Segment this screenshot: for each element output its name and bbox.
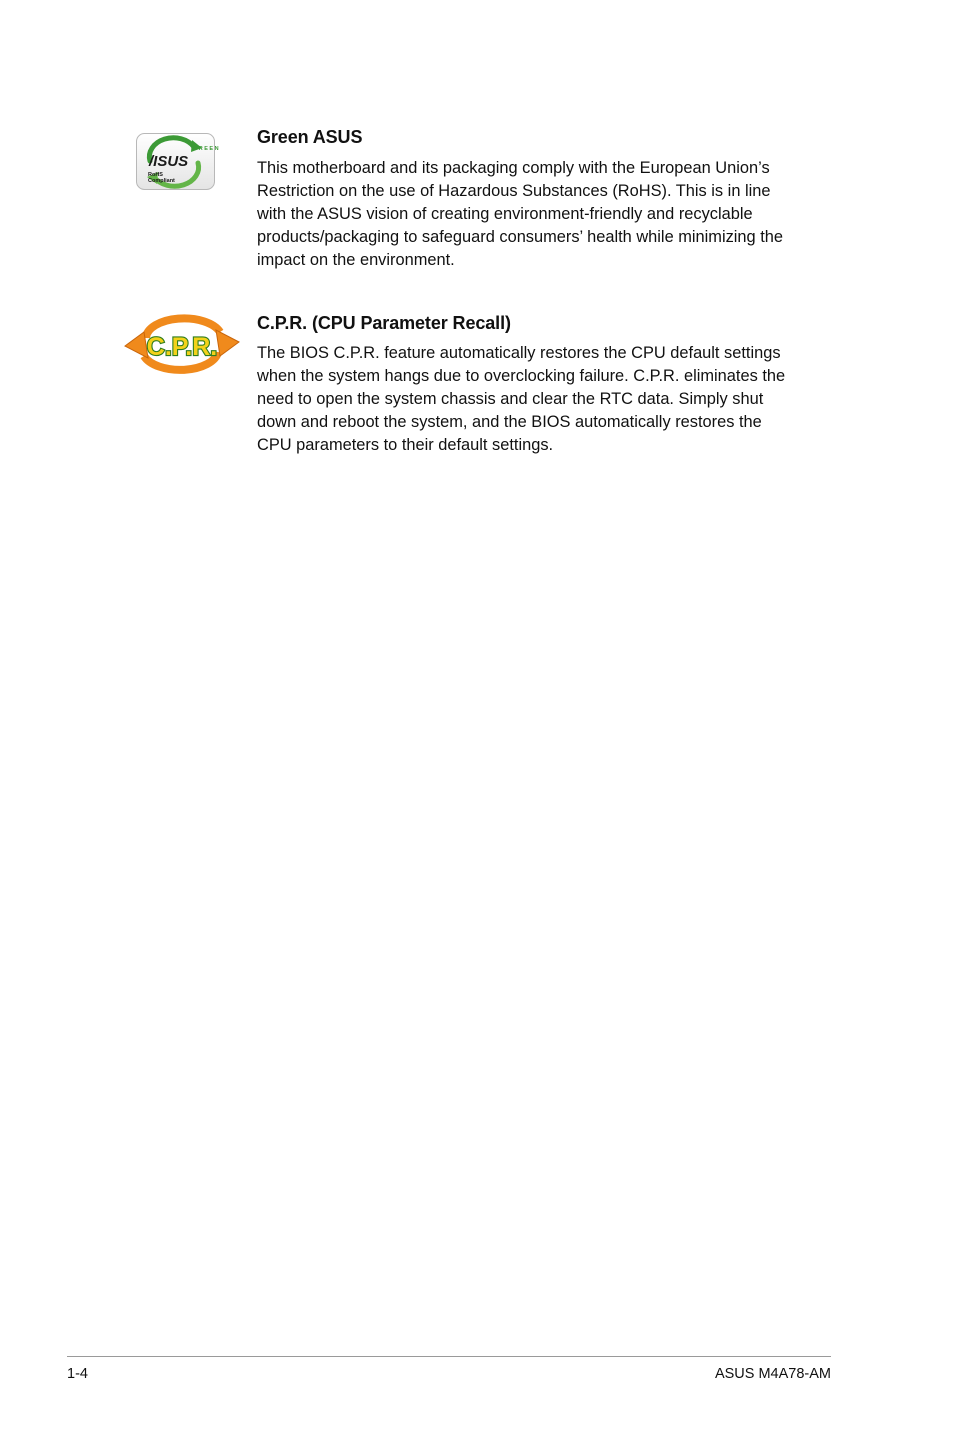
body-line: CPU parameters to their default settings. [257, 436, 554, 454]
green-asus-title: Green ASUS [257, 127, 363, 147]
body-line: impact on the environment. [257, 251, 455, 269]
cpr-logo-icon [124, 316, 240, 372]
body-line: Restriction on the use of Hazardous Substances (RoHS). This is in line [257, 182, 771, 200]
badge-rohs-text: RoHS [148, 172, 163, 178]
body-line: The BIOS C.P.R. feature automatically restores the CPU default settings [257, 344, 781, 362]
footer-divider [67, 1356, 831, 1357]
body-line: products/packaging to safeguard consumers’ health while minimizing the [257, 228, 783, 246]
cpr-title: C.P.R. (CPU Parameter Recall) [257, 313, 511, 333]
cpr-body [257, 342, 832, 457]
body-line: need to open the system chassis and clear the RTC data. Simply shut [257, 390, 764, 408]
body-line: This motherboard and its packaging comply with the European Union’s [257, 159, 770, 177]
green-asus-body [257, 157, 832, 272]
cpr-logo-text: C.P.R. [146, 333, 218, 361]
body-line: when the system hangs due to overclocking failure. C.P.R. eliminates the [257, 367, 786, 385]
green-asus-rohs-icon [136, 133, 221, 190]
body-line: down and reboot the system, and the BIOS automatically restores the [257, 413, 762, 431]
badge-compliant-text: Compliant [148, 178, 175, 184]
footer-page-number: 1-4 [67, 1366, 88, 1382]
badge-green-text: GREEN [193, 146, 221, 152]
body-line: with the ASUS vision of creating environment-friendly and recyclable [257, 205, 753, 223]
footer-product-name: ASUS M4A78-AM [714, 1366, 831, 1382]
badge-brand-text: /ISUS [149, 153, 189, 170]
